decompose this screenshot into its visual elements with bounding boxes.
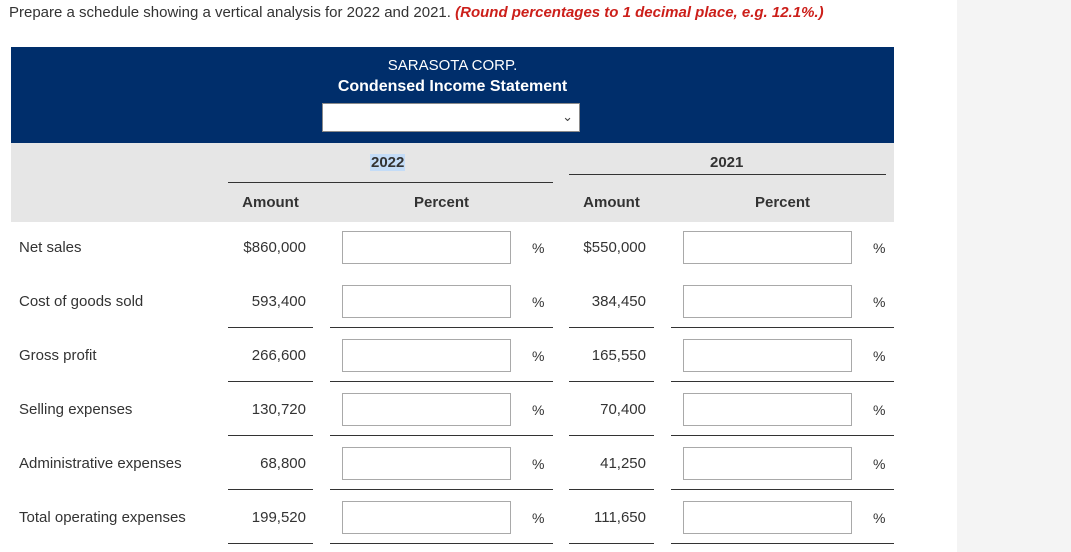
percent-2022-input[interactable] bbox=[342, 285, 511, 318]
row-underline bbox=[569, 381, 654, 382]
percent-sign: % bbox=[532, 402, 545, 418]
percent-2022-input[interactable] bbox=[342, 501, 511, 534]
percent-2022-input[interactable] bbox=[342, 339, 511, 372]
percent-sign: % bbox=[873, 456, 886, 472]
row-underline bbox=[671, 435, 894, 436]
amount-2022: $860,000 bbox=[243, 239, 306, 256]
row-underline bbox=[228, 435, 313, 436]
row-underline bbox=[228, 327, 313, 328]
amount-2022: 199,520 bbox=[251, 509, 306, 526]
amount-2022: 68,800 bbox=[260, 455, 306, 472]
percent-2021-input[interactable] bbox=[683, 501, 852, 534]
row-label: Cost of goods sold bbox=[19, 293, 144, 310]
amount-2021: 41,250 bbox=[600, 455, 646, 472]
statement-title: Condensed Income Statement bbox=[337, 78, 568, 95]
amount-2022: 593,400 bbox=[251, 293, 306, 310]
percent-sign: % bbox=[532, 348, 545, 364]
row-underline bbox=[330, 543, 553, 544]
row-underline bbox=[569, 489, 654, 490]
row-underline bbox=[228, 543, 313, 544]
side-panel bbox=[957, 0, 1071, 552]
amount-2022: 130,720 bbox=[251, 401, 306, 418]
percent-sign: % bbox=[873, 510, 886, 526]
year-2022-heading: 2022 bbox=[371, 154, 405, 171]
percent-2022-input[interactable] bbox=[342, 393, 511, 426]
row-underline bbox=[228, 381, 313, 382]
row-label: Gross profit bbox=[19, 347, 97, 364]
row-label: Net sales bbox=[19, 239, 82, 256]
row-underline bbox=[569, 435, 654, 436]
percent-2021-input[interactable] bbox=[683, 447, 852, 480]
percent-2021-input[interactable] bbox=[683, 393, 852, 426]
amount-2022: 266,600 bbox=[251, 347, 306, 364]
row-underline bbox=[671, 327, 894, 328]
row-underline bbox=[569, 327, 654, 328]
percent-2022-header: Percent bbox=[413, 194, 470, 211]
row-underline bbox=[671, 543, 894, 544]
instruction-main: Prepare a schedule showing a vertical analysis for 2022 and 2021. bbox=[9, 4, 451, 21]
row-underline bbox=[330, 435, 553, 436]
instruction-rounding-note: (Round percentages to 1 decimal place, e.g. 12.1%.) bbox=[455, 4, 824, 21]
row-label: Administrative expenses bbox=[19, 455, 182, 472]
percent-sign: % bbox=[532, 510, 545, 526]
instruction-text bbox=[9, 4, 824, 21]
row-underline bbox=[330, 327, 553, 328]
row-label: Total operating expenses bbox=[19, 509, 186, 526]
amount-2021-header: Amount bbox=[583, 194, 640, 211]
percent-sign: % bbox=[873, 402, 886, 418]
amount-2021: 70,400 bbox=[600, 401, 646, 418]
percent-2021-input[interactable] bbox=[683, 339, 852, 372]
row-underline bbox=[330, 381, 553, 382]
row-label: Selling expenses bbox=[19, 401, 133, 418]
row-underline bbox=[569, 543, 654, 544]
percent-2022-input[interactable] bbox=[342, 447, 511, 480]
percent-sign: % bbox=[532, 294, 545, 310]
row-underline bbox=[228, 489, 313, 490]
percent-sign: % bbox=[873, 240, 886, 256]
percent-sign: % bbox=[873, 348, 886, 364]
percent-2021-input[interactable] bbox=[683, 285, 852, 318]
amount-2021: 165,550 bbox=[591, 347, 646, 364]
amount-2021: $550,000 bbox=[583, 239, 646, 256]
amount-2021: 111,650 bbox=[594, 509, 646, 526]
year-2021-underline bbox=[569, 174, 886, 175]
row-underline bbox=[330, 489, 553, 490]
percent-sign: % bbox=[532, 240, 545, 256]
percent-2021-input[interactable] bbox=[683, 231, 852, 264]
row-underline bbox=[671, 489, 894, 490]
row-underline bbox=[671, 381, 894, 382]
amount-2022-header: Amount bbox=[242, 194, 299, 211]
amount-2021: 384,450 bbox=[591, 293, 646, 310]
period-select[interactable] bbox=[322, 103, 580, 132]
chevron-down-icon: ⌄ bbox=[562, 109, 573, 124]
percent-sign: % bbox=[873, 294, 886, 310]
company-name: SARASOTA CORP. bbox=[387, 57, 518, 74]
percent-sign: % bbox=[532, 456, 545, 472]
percent-2021-header: Percent bbox=[754, 194, 811, 211]
year-2021-heading: 2021 bbox=[710, 154, 744, 171]
year-2022-underline bbox=[228, 182, 553, 183]
statement-header bbox=[11, 47, 894, 143]
percent-2022-input[interactable] bbox=[342, 231, 511, 264]
